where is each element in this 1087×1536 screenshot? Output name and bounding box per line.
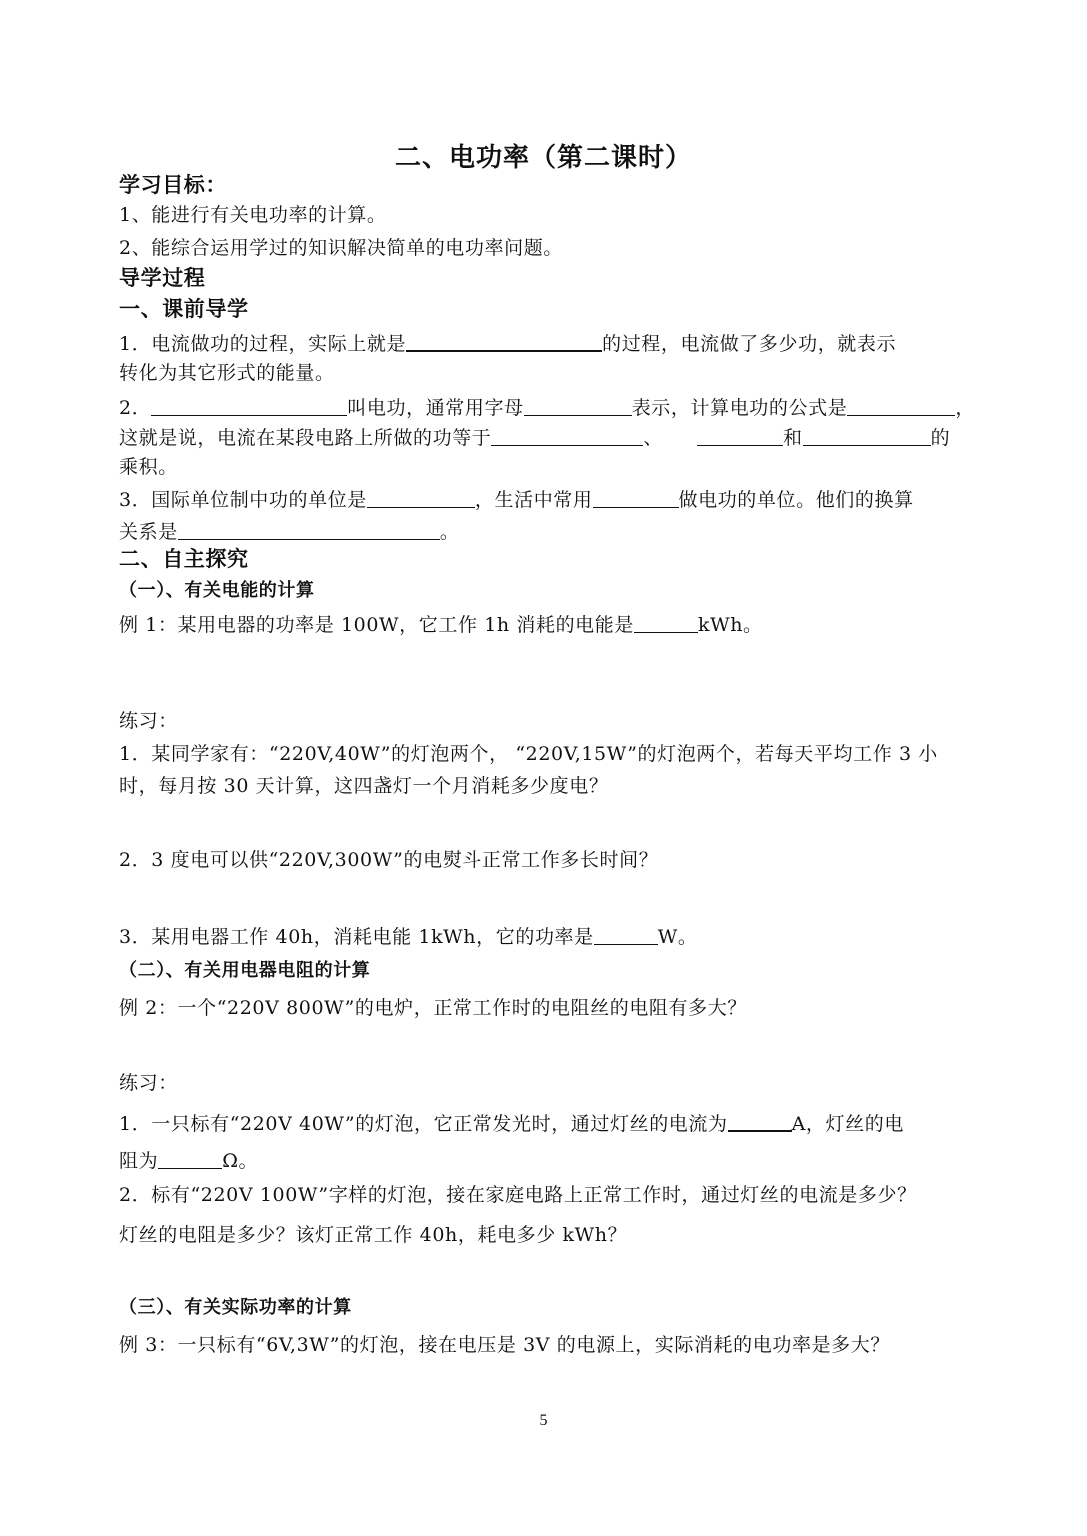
answer-blank[interactable] xyxy=(593,489,679,508)
q3-text-b: ，生活中常用 xyxy=(474,489,593,511)
answer-blank[interactable] xyxy=(594,926,658,945)
objective-1: 1、能进行有关电功率的计算。 xyxy=(119,204,387,226)
q2-text-e: 这就是说，电流在某段电路上所做的功等于 xyxy=(119,427,492,449)
q1-text-c: 转化为其它形式的能量。 xyxy=(119,362,335,384)
q2-text-g: 和 xyxy=(783,427,803,449)
question-1-line1 xyxy=(119,332,896,354)
q2-text-f: 、 xyxy=(643,427,664,449)
q3-text-d: 关系是 xyxy=(119,521,178,543)
p4-text-a: 1．一只标有“220V 40W”的灯泡，它正常发光时，通过灯丝的电流为 xyxy=(119,1113,728,1135)
ex1-text-b: kWh。 xyxy=(697,614,763,636)
answer-blank[interactable] xyxy=(634,614,698,633)
q2-text-c: 表示，计算电功的公式是 xyxy=(631,397,848,419)
q2-text-b: 叫电功，通常用字母 xyxy=(347,397,524,419)
objective-2: 2、能综合运用学过的知识解决简单的电功率问题。 xyxy=(119,237,563,259)
answer-blank[interactable] xyxy=(158,1150,222,1169)
section3-heading: （三）、有关实际功率的计算 xyxy=(119,1297,352,1318)
p4-text-b: A，灯丝的电 xyxy=(791,1113,904,1135)
process-heading: 导学过程 xyxy=(119,266,206,290)
section2-heading: （二）、有关用电器电阻的计算 xyxy=(119,960,371,981)
q2-text-d: ， xyxy=(955,397,975,419)
objectives-heading: 学习目标： xyxy=(119,173,227,197)
example-2: 例 2：一个“220V 800W”的电炉，正常工作时的电阻丝的电阻有多大？ xyxy=(119,997,747,1019)
q3-text-c: 做电功的单位。他们的换算 xyxy=(678,489,914,511)
answer-blank[interactable] xyxy=(178,521,440,540)
question-3-line2 xyxy=(119,521,459,542)
q3-text-e: 。 xyxy=(439,521,460,543)
answer-blank[interactable] xyxy=(803,427,931,446)
practice-label: 练习： xyxy=(119,710,178,732)
p4-text-d: Ω。 xyxy=(222,1150,259,1172)
practice-1-line1: 1．某同学家有：“220V,40W”的灯泡两个， “220V,15W”的灯泡两个，若每天平均工作 3 小 xyxy=(119,743,938,765)
answer-blank[interactable] xyxy=(524,397,632,416)
question-2-line1 xyxy=(119,397,975,418)
q3-text-a: 3．国际单位制中功的单位是 xyxy=(119,489,367,511)
page-number: 5 xyxy=(539,1412,548,1429)
answer-blank[interactable] xyxy=(697,427,783,446)
q2-text-i: 乘积。 xyxy=(119,456,178,478)
answer-blank[interactable] xyxy=(151,397,347,416)
practice-5-line2: 灯丝的电阻是多少？该灯正常工作 40h，耗电多少 kWh？ xyxy=(119,1224,628,1246)
q1-text-a: 1．电流做功的过程，实际上就是 xyxy=(119,333,407,355)
example-1 xyxy=(119,614,763,635)
answer-blank[interactable] xyxy=(406,332,602,352)
part2-heading: 二、自主探究 xyxy=(119,547,249,571)
q1-text-b: 的过程，电流做了多少功，就表示 xyxy=(602,333,897,355)
p3-text-a: 3．某用电器工作 40h，消耗电能 1kWh，它的功率是 xyxy=(119,926,594,948)
practice-1-line2: 时，每月按 30 天计算，这四盏灯一个月消耗多少度电？ xyxy=(119,775,609,797)
p4-text-c: 阻为 xyxy=(119,1150,159,1172)
ex1-text-a: 例 1：某用电器的功率是 100W，它工作 1h 消耗的电能是 xyxy=(119,614,634,636)
practice-3 xyxy=(119,926,697,947)
answer-blank[interactable] xyxy=(491,427,643,446)
practice-2: 2．3 度电可以供“220V,300W”的电熨斗正常工作多长时间？ xyxy=(119,849,659,871)
answer-blank[interactable] xyxy=(728,1112,792,1132)
answer-blank[interactable] xyxy=(367,489,475,508)
q2-text-a: 2． xyxy=(119,397,152,419)
p3-text-b: W。 xyxy=(657,926,698,948)
practice-4-line2 xyxy=(119,1150,258,1171)
example-3: 例 3：一只标有“6V,3W”的灯泡，接在电压是 3V 的电源上，实际消耗的电功率是多大？ xyxy=(119,1334,890,1356)
question-2-line2 xyxy=(119,427,950,448)
answer-blank[interactable] xyxy=(847,397,955,416)
practice-5-line1: 2．标有“220V 100W”字样的灯泡，接在家庭电路上正常工作时，通过灯丝的电流是多少？ xyxy=(119,1184,917,1206)
practice-4-line1 xyxy=(119,1112,904,1134)
section1-heading: （一）、有关电能的计算 xyxy=(119,580,315,601)
page-title: 二、电功率（第二课时） xyxy=(394,143,692,173)
question-3-line1 xyxy=(119,489,914,510)
q2-text-h: 的 xyxy=(930,427,951,449)
practice-label-2: 练习： xyxy=(119,1072,178,1094)
part1-heading: 一、课前导学 xyxy=(119,297,249,321)
